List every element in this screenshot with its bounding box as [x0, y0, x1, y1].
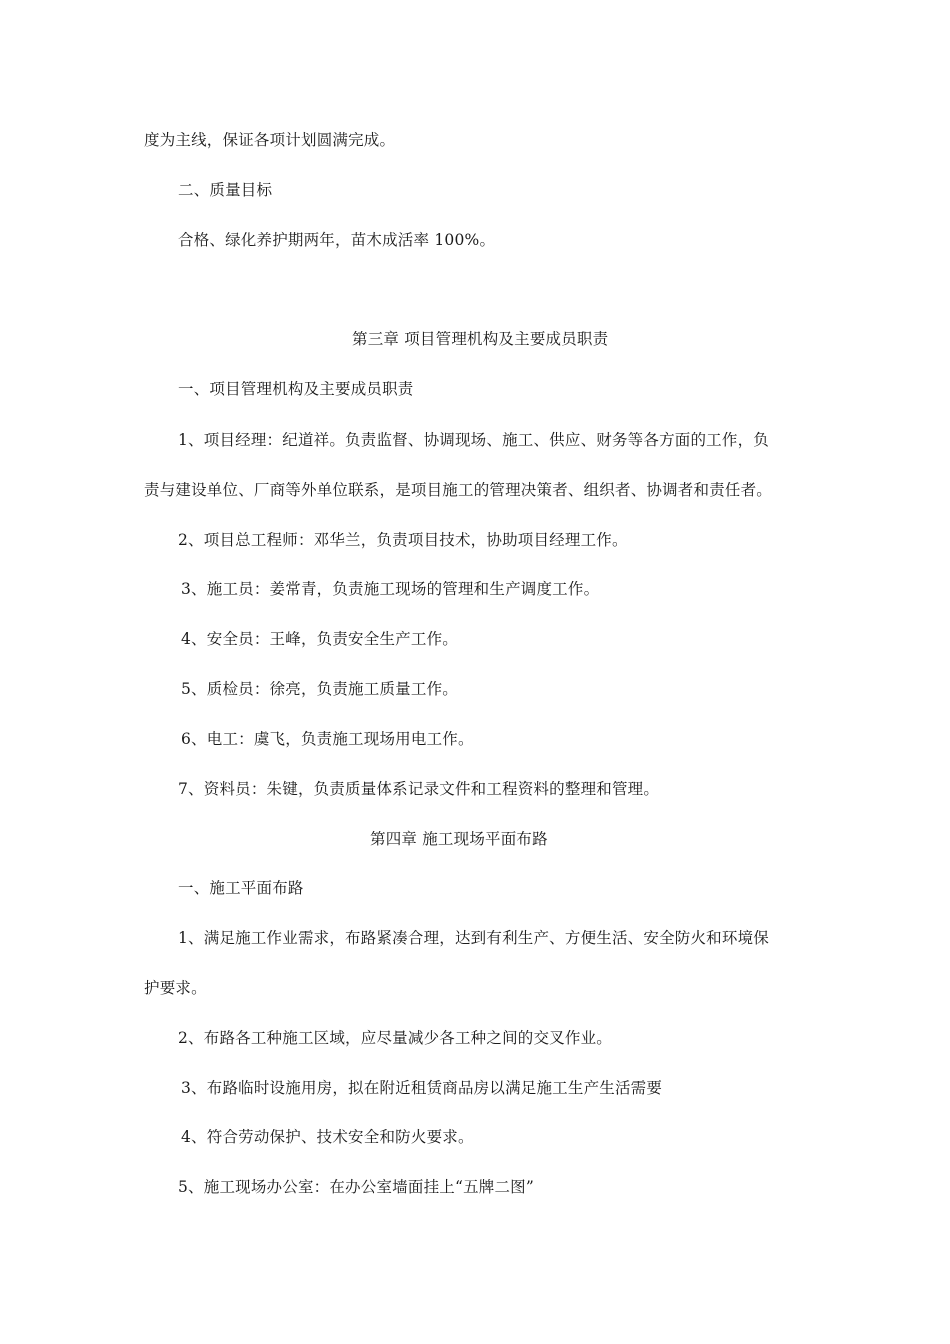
- list-item-2: 2、项目总工程师：邓华兰，负责项目技术，协助项目经理工作。: [178, 531, 628, 549]
- list-item-3: 3、施工员：姜常青，负责施工现场的管理和生产调度工作。: [181, 580, 600, 598]
- section-heading-quality-goal: 二、质量目标: [178, 181, 273, 199]
- list-item-5: 5、质检员：徐亮，负责施工质量工作。: [181, 680, 458, 698]
- layout-item-2: 2、布路各工种施工区域，应尽量减少各工种之间的交叉作业。: [178, 1029, 612, 1047]
- section-heading-layout: 一、施工平面布路: [178, 879, 304, 897]
- section-heading-management: 一、项目管理机构及主要成员职责: [178, 380, 414, 398]
- list-item-1: 1、项目经理：纪道祥。负责监督、协调现场、施工、供应、财务等各方面的工作，负: [178, 431, 769, 449]
- layout-item-3: 3、布路临时设施用房，拟在附近租赁商品房以满足施工生产生活需要: [181, 1079, 663, 1097]
- list-item-1-continuation: 责与建设单位、厂商等外单位联系，是项目施工的管理决策者、组织者、协调者和责任者。: [144, 481, 773, 499]
- layout-item-1: 1、满足施工作业需求，布路紧凑合理，达到有利生产、方便生活、安全防火和环境保: [178, 929, 769, 947]
- chapter-4-title: 第四章 施工现场平面布路: [370, 830, 548, 848]
- list-item-7: 7、资料员：朱键，负责质量体系记录文件和工程资料的整理和管理。: [178, 780, 660, 798]
- list-item-4: 4、安全员：王峰，负责安全生产工作。: [181, 630, 458, 648]
- quality-goal-text: 合格、绿化养护期两年，苗木成活率 100%。: [178, 231, 496, 249]
- list-item-6: 6、电工：虞飞，负责施工现场用电工作。: [181, 730, 474, 748]
- layout-item-1-continuation: 护要求。: [144, 979, 207, 997]
- paragraph-continuation: 度为主线，保证各项计划圆满完成。: [144, 131, 396, 149]
- chapter-3-title: 第三章 项目管理机构及主要成员职责: [352, 330, 609, 348]
- layout-item-4: 4、符合劳动保护、技术安全和防火要求。: [181, 1128, 474, 1146]
- layout-item-5: 5、施工现场办公室：在办公室墙面挂上“五牌二图”: [178, 1178, 535, 1196]
